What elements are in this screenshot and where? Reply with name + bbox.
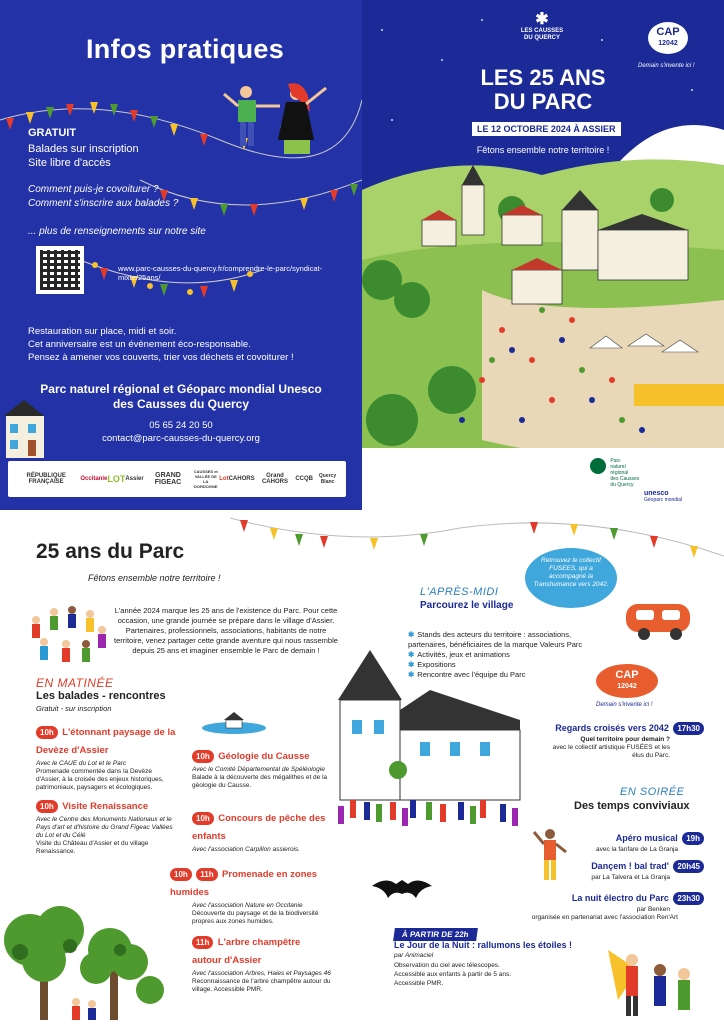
phone: 05 65 24 20 50 bbox=[149, 420, 213, 431]
apresmidi-item-text: Stands des acteurs du territoire : associations, partenaires, bénéficiaires de la marque Valeurs Parc bbox=[408, 630, 583, 649]
parc-logo-icon bbox=[590, 458, 606, 474]
nuit-line-3: Accessible PMR. bbox=[394, 980, 444, 987]
soiree-bal-title: Dançem ! bal trad' bbox=[591, 861, 669, 871]
infos-panel bbox=[0, 0, 362, 510]
apresmidi-item-text: Expositions bbox=[417, 660, 456, 669]
parc-logo-line-5: du Quercy bbox=[610, 482, 634, 488]
asterisk-icon: ✱ bbox=[408, 670, 415, 679]
cap-2042-logo-bottom bbox=[596, 664, 658, 698]
apresmidi-item bbox=[408, 670, 608, 680]
brand-line-1: LES CAUSSES bbox=[520, 28, 564, 34]
event-peche-with: Avec l'association Carpillon assierois. bbox=[192, 846, 301, 853]
brand-causses-logo bbox=[512, 12, 572, 42]
apresmidi-label: L'APRÈS-MIDI bbox=[420, 586, 499, 598]
logo-lot-dept: Lot bbox=[219, 476, 229, 482]
apresmidi-title: Parcourez le village bbox=[420, 600, 514, 611]
event-geologie-time: 10h bbox=[192, 750, 214, 763]
cap-label-bottom: CAP bbox=[615, 669, 639, 681]
question-covoiturer: Comment puis-je covoiturer ? bbox=[28, 184, 159, 195]
org-name-2: des Causses du Quercy bbox=[112, 397, 250, 411]
event-renaissance-with: Avec le Centre des Monuments Nationaux et le Pays d'art et d'histoire du Grand Figeac Vallées du Lot et du Célé bbox=[36, 816, 173, 839]
logo-republique: RÉPUBLIQUE FRANÇAISE bbox=[26, 473, 66, 485]
event-deveze-with: Avec le CAUE du Lot et le Parc bbox=[36, 760, 127, 767]
email[interactable]: contact@parc-causses-du-quercy.org bbox=[102, 433, 260, 444]
soiree-apero-title: Apéro musical bbox=[615, 833, 678, 843]
event-geologie-title: Géologie du Causse bbox=[218, 751, 310, 762]
unesco-logo bbox=[644, 490, 682, 503]
event-arbre-title: L'arbre champêtre autour d'Assier bbox=[192, 937, 301, 966]
event-renaissance-time: 10h bbox=[36, 800, 58, 813]
soiree-electro-time: 23h30 bbox=[673, 892, 704, 905]
logo-occitanie: Occitanie bbox=[80, 476, 108, 482]
cover-subtitle: Fêtons ensemble notre territoire ! bbox=[476, 145, 610, 155]
event-geologie-desc: Balade à la découverte des mégalithes et de la géologie du Causse. bbox=[192, 774, 328, 789]
matinee-label: EN MATINÉE bbox=[36, 676, 114, 690]
people-circle-illustration bbox=[26, 600, 110, 664]
regards-question: Quel territoire pour demain ? bbox=[580, 736, 670, 743]
event-peche bbox=[192, 808, 332, 854]
event-arbre bbox=[192, 932, 332, 994]
question-inscrire: Comment s'inscrire aux balades ? bbox=[28, 198, 179, 209]
cover-title-2: DU PARC bbox=[493, 89, 593, 114]
event-geologie bbox=[192, 746, 332, 790]
soiree-label: EN SOIRÉE bbox=[620, 786, 685, 798]
house-icon bbox=[0, 396, 48, 460]
soiree-title: Des temps conviviaux bbox=[574, 800, 690, 812]
regards-time: 17h30 bbox=[673, 722, 704, 735]
nuit-by: par Animaciel bbox=[394, 952, 434, 959]
dancer-illustration bbox=[530, 826, 570, 886]
apresmidi-item bbox=[408, 650, 608, 660]
site-line: Site libre d'accès bbox=[28, 157, 111, 169]
fusees-bubble: Retrouvez le collectif FUSEES, qui a accompagné la Transhumance vers 2042. bbox=[525, 548, 617, 608]
program-panel bbox=[0, 510, 724, 1024]
org-name-1: Parc naturel régional et Géoparc mondial Unesco bbox=[40, 382, 322, 396]
bat-icon bbox=[372, 876, 432, 902]
matinee-title: Les balades - rencontres bbox=[36, 690, 166, 702]
cap-tagline-bottom: Demain s'invente ici ! bbox=[596, 702, 653, 708]
matinee-note: Gratuit - sur inscription bbox=[36, 704, 112, 713]
apresmidi-list bbox=[408, 630, 608, 680]
dancers-illustration bbox=[222, 82, 332, 162]
regards-with: avec le collectif artistique FUSÉES et les élus du Parc. bbox=[552, 744, 670, 759]
bunting-garland-bottom bbox=[230, 510, 724, 560]
event-arbre-desc: Reconnaissance de l'arbre champêtre autour du village. Accessible PMR. bbox=[192, 978, 331, 993]
event-geologie-with: Avec le Comité Départemental de Spéléologie bbox=[192, 766, 325, 773]
balades-line: Balades sur inscription bbox=[28, 143, 139, 155]
event-deveze bbox=[36, 722, 176, 792]
event-renaissance-desc: Visite du Château d'Assier et du village Renaissance. bbox=[36, 840, 149, 855]
event-zones-humides-time: 10h bbox=[170, 868, 192, 881]
soiree-electro bbox=[480, 888, 704, 922]
parc-logo-line-4: des Causses bbox=[610, 476, 640, 482]
partner-logos bbox=[8, 461, 346, 497]
unesco-sub: Géoparc mondial bbox=[644, 497, 683, 503]
program-intro: L'année 2024 marque les 25 ans de l'existence du Parc. Pour cette occasion, une grande journée se prépare dans le village d'Assier. Partenaires, professionnels, associations, habitants de notre territoire, venez partager cette grande aventure qui nous rassemble depuis 25 ans et imaginer ensemble le Parc de demain ! bbox=[114, 606, 338, 655]
nuit-badge: À PARTIR DE 22h bbox=[393, 928, 477, 941]
apresmidi-item-text: Rencontre avec l'équipe du Parc bbox=[417, 670, 526, 679]
cap-year-bottom: 12042 bbox=[617, 683, 637, 690]
caravan-illustration bbox=[622, 600, 698, 642]
event-peche-title: Concours de pêche des enfants bbox=[192, 813, 326, 842]
logo-quercy-blanc: Quercy Blanc bbox=[318, 473, 337, 485]
soiree-apero-time: 19h bbox=[682, 832, 704, 845]
soiree-electro-extra: organisée en partenariat avec l'association Ren'Art bbox=[531, 914, 678, 921]
soiree-bal-time: 20h45 bbox=[673, 860, 704, 873]
regards-block bbox=[540, 718, 704, 760]
apresmidi-item-text: Activités, jeux et animations bbox=[417, 650, 510, 659]
infos-title: Infos pratiques bbox=[86, 34, 285, 64]
cover-date: LE 12 OCTOBRE 2024 À ASSIER bbox=[472, 122, 621, 136]
musicians-illustration bbox=[588, 930, 698, 1020]
star-icon: ✱ bbox=[535, 11, 549, 28]
gratuit-label: GRATUIT bbox=[28, 127, 77, 139]
logo-assier: Assier bbox=[125, 476, 144, 482]
cap-year: 12042 bbox=[658, 40, 678, 47]
event-renaissance-title: Visite Renaissance bbox=[62, 801, 149, 812]
moon-lake-illustration bbox=[200, 676, 310, 738]
event-deveze-title: L'étonnant paysage de la Devèze d'Assier bbox=[36, 727, 176, 756]
logo-cahors: CAHORS bbox=[228, 476, 255, 482]
more-info: ... plus de renseignements sur notre site bbox=[28, 226, 206, 237]
asterisk-icon: ✱ bbox=[408, 650, 415, 659]
cover-panel bbox=[362, 0, 724, 510]
event-zones-humides bbox=[170, 864, 332, 926]
parc-logo-line-1: Parc bbox=[610, 458, 621, 464]
logo-ccqb: CCQB bbox=[295, 476, 314, 482]
event-deveze-desc: Promenade commentée dans la Devèze d'Assier, à la croisée des enjeux historiques, patrimoniaux, paysagers et écologiques. bbox=[36, 768, 164, 791]
apresmidi-item bbox=[408, 660, 608, 670]
cover-title-1: LES 25 ANS bbox=[480, 65, 606, 90]
nuit-line-2: Accessible aux enfants à partir de 5 ans. bbox=[394, 971, 512, 978]
event-deveze-time: 10h bbox=[36, 726, 58, 739]
soiree-electro-with: par Benken bbox=[636, 906, 670, 913]
program-title: 25 ans du Parc bbox=[36, 540, 185, 563]
qr-code[interactable] bbox=[36, 246, 84, 294]
unesco-label: unesco bbox=[644, 490, 669, 497]
resto-line-1: Restauration sur place, midi et soir. bbox=[28, 326, 177, 337]
event-arbre-with: Avec l'association Arbres, Haies et Paysages 46 bbox=[192, 970, 331, 977]
event-zones-humides-time2: 11h bbox=[196, 868, 217, 881]
soiree-apero-with: avec la fanfare de La Granja bbox=[595, 846, 678, 853]
apresmidi-item bbox=[408, 630, 608, 650]
regards-title: Regards croisés vers 2042 bbox=[555, 723, 669, 733]
logo-grand-cahors: Grand CAHORS bbox=[261, 473, 288, 485]
program-subtitle: Fêtons ensemble notre territoire ! bbox=[88, 573, 221, 583]
logo-causses-dordogne: CAUSSES et VALLÉE DE LA DORDOGNE bbox=[193, 469, 218, 489]
parc-logo-line-3: régional bbox=[610, 470, 629, 476]
cap-tagline: Demain s'invente ici ! bbox=[638, 63, 695, 69]
event-zones-humides-with: Avec l'association Nature en Occitanie bbox=[192, 902, 303, 909]
logo-grand-figeac: GRAND FIGEAC bbox=[154, 472, 182, 486]
cap-2042-logo bbox=[648, 22, 688, 54]
soiree-bal-with: par La Talvera et La Granja bbox=[591, 874, 670, 881]
cap-label: CAP bbox=[656, 26, 680, 38]
event-renaissance bbox=[36, 796, 176, 856]
parc-logo bbox=[590, 458, 639, 488]
asterisk-icon: ✱ bbox=[408, 630, 415, 639]
parc-logo-line-2: naturel bbox=[610, 464, 626, 470]
resto-line-3: Pensez à amener vos couverts, trier vos déchets et covoiturer ! bbox=[28, 352, 294, 363]
event-zones-humides-title: Promenade en zones humides bbox=[170, 869, 318, 898]
resto-line-2: Cet anniversaire est un évènement éco-responsable. bbox=[28, 339, 251, 350]
site-url[interactable]: www.parc-causses-du-quercy.fr/comprendre-le-parc/syndicat-mixte/25ans/ bbox=[118, 264, 323, 282]
soiree-electro-title: La nuit électro du Parc bbox=[571, 893, 669, 903]
event-arbre-time: 11h bbox=[192, 936, 213, 949]
trees-illustration bbox=[0, 890, 170, 1024]
logo-lot: LOT bbox=[107, 474, 126, 484]
asterisk-icon: ✱ bbox=[408, 660, 415, 669]
nuit-title: Le Jour de la Nuit : rallumons les étoiles ! bbox=[394, 940, 573, 950]
event-peche-time: 10h bbox=[192, 812, 214, 825]
brand-line-2: DU QUERCY bbox=[523, 35, 560, 41]
event-zones-humides-desc: Découverte du paysage et de la biodiversité propres aux zones humides. bbox=[192, 910, 319, 925]
nuit-line-1: Observation du ciel avec télescopes. bbox=[394, 962, 500, 969]
